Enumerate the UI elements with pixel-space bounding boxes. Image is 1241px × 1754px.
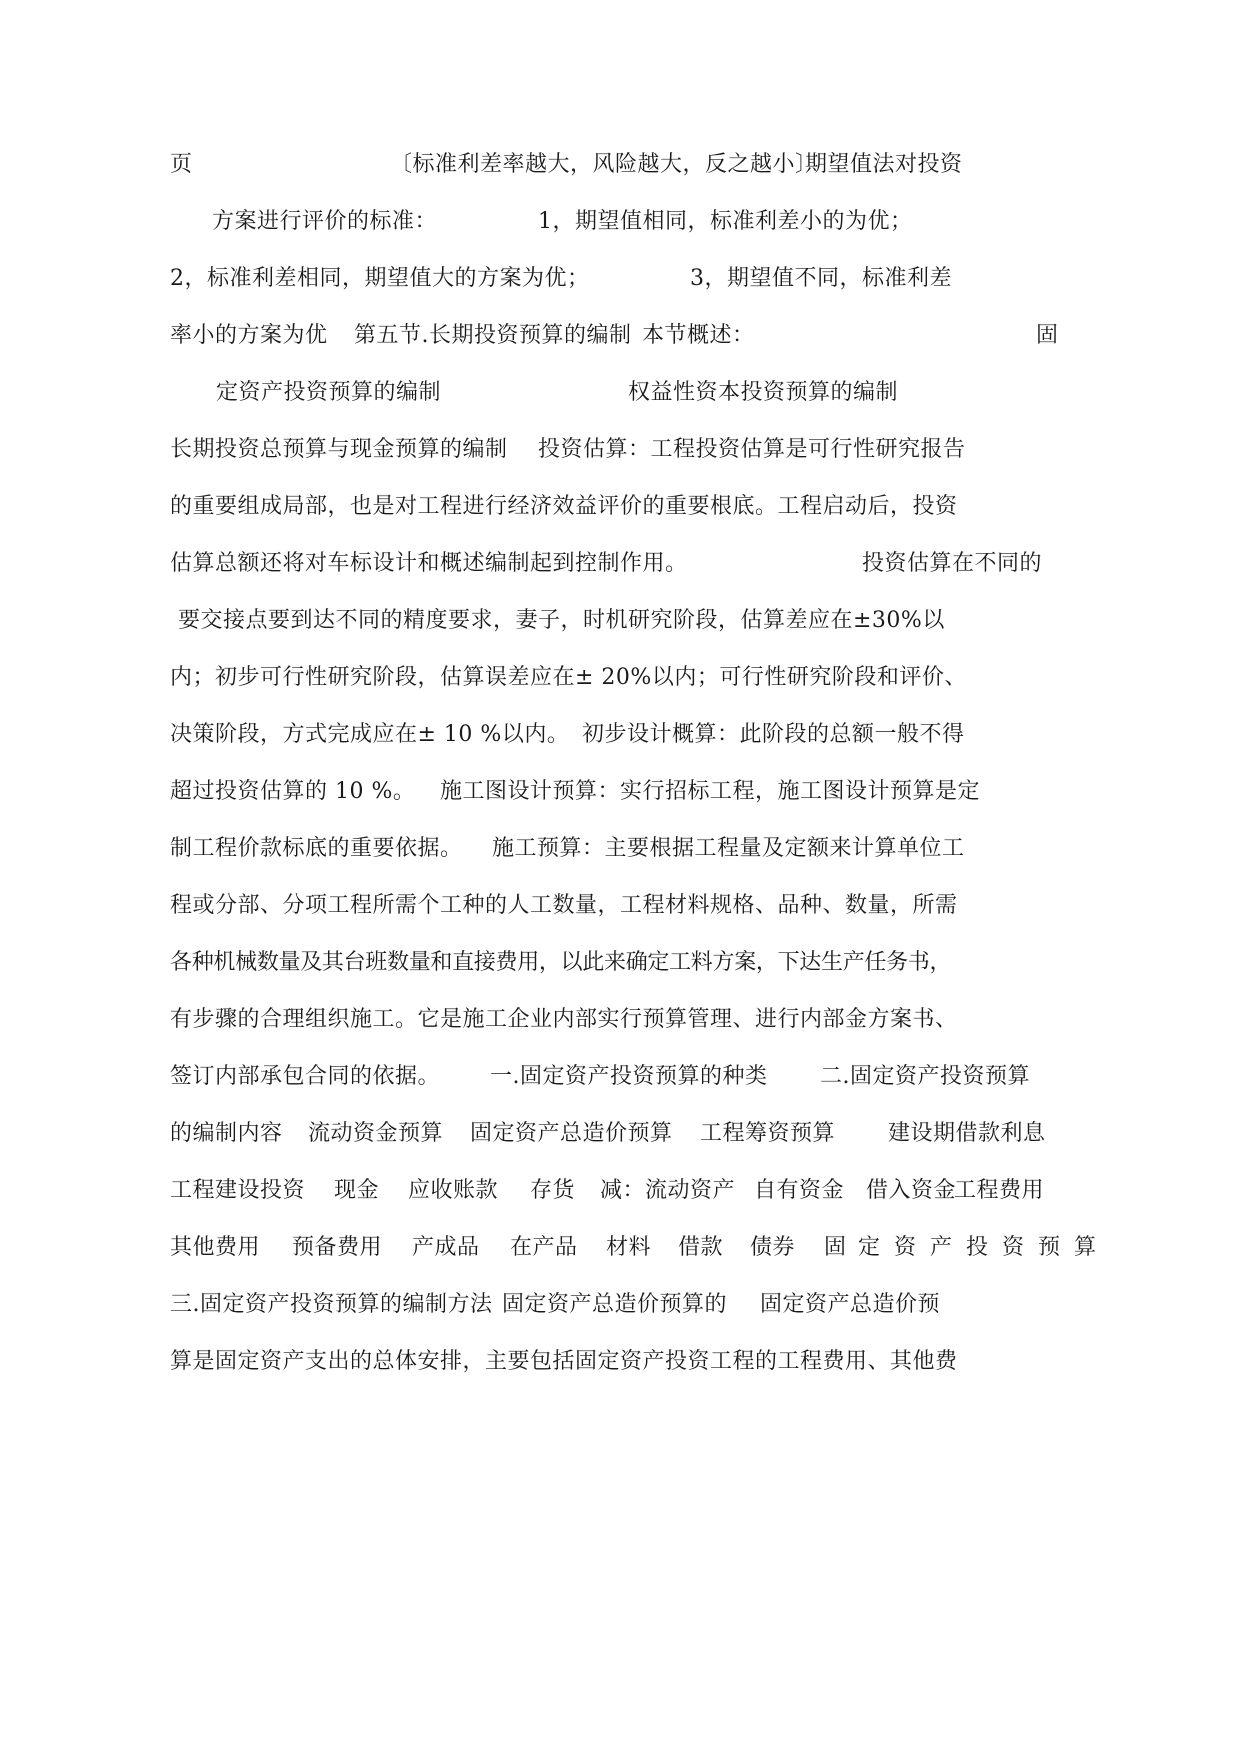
text-segment: 工程费用 [954, 1178, 1045, 1203]
text-segment: 固 [1036, 323, 1059, 348]
text-segment: 产成品 [412, 1235, 480, 1260]
text-segment: 施工图设计预算：实行招标工程，施工图设计预算是定 [440, 779, 981, 804]
text-line [170, 1000, 1060, 1040]
text-segment: 2，标准利差相同，期望值大的方案为优； [170, 266, 590, 291]
text-segment: 工程建设投资 [170, 1178, 306, 1203]
text-line [190, 373, 1060, 413]
text-segment: 一.固定资产投资预算的种类 [490, 1064, 768, 1089]
text-segment: 估算总额还将对车标设计和概述编制起到控制作用。 [170, 551, 688, 576]
text-segment: 材料 [606, 1235, 652, 1260]
text-segment: 各种机械数量及其台班数量和直接费用，以此来确定工料方案，下达生产任务书， [170, 950, 952, 975]
text-segment: 长期投资总预算与现金预算的编制 [170, 437, 508, 462]
text-segment: 资 [894, 1235, 917, 1260]
text-line [190, 202, 1060, 242]
text-line [170, 1285, 1060, 1325]
text-line [170, 316, 1060, 356]
text-segment: 投资估算在不同的 [862, 551, 1043, 576]
text-segment: 固定资产总造价预算 [470, 1121, 673, 1146]
text-line [170, 658, 1060, 698]
text-segment: 借款 [678, 1235, 724, 1260]
text-segment: 债券 [750, 1235, 796, 1260]
text-segment: 率小的方案为优 [170, 323, 328, 348]
text-line [170, 829, 1060, 869]
text-segment: 流动资金预算 [308, 1121, 444, 1146]
text-segment: 第五节.长期投资预算的编制 [354, 323, 632, 348]
text-segment: 方案进行评价的标准： [212, 209, 438, 234]
text-segment: 〔标准利差率越大，风险越大，反之越小〕 [390, 152, 818, 177]
text-segment: 3，期望值不同，标准利差 [690, 266, 952, 291]
text-line [170, 1228, 1097, 1268]
text-segment: 程或分部、分项工程所需个工种的人工数量，工程材料规格、品种、数量，所需 [170, 893, 958, 918]
text-line [170, 1114, 1060, 1154]
text-line [170, 943, 1060, 983]
text-segment: 资 [1002, 1235, 1025, 1260]
text-segment: 超过投资估算的 10 %。 [170, 779, 416, 804]
text-line [170, 430, 1060, 470]
text-line [170, 544, 1060, 584]
text-segment: 固 [824, 1235, 847, 1260]
text-segment: 应收账款 [408, 1178, 499, 1203]
text-segment: 的重要组成局部，也是对工程进行经济效益评价的重要根底。工程启动后，投资 [170, 494, 958, 519]
text-segment: 投资估算：工程投资估算是可行性研究报告 [538, 437, 966, 462]
text-segment: 工程筹资预算 [700, 1121, 836, 1146]
text-segment: 本节概述： [642, 323, 755, 348]
text-segment: 权益性资本投资预算的编制 [628, 380, 899, 405]
text-segment: 制工程价款标底的重要依据。 [170, 836, 463, 861]
text-segment: 三.固定资产投资预算的编制方法 [170, 1292, 493, 1317]
text-segment: 在产品 [510, 1235, 578, 1260]
text-segment: 产 [930, 1235, 953, 1260]
text-line [170, 1342, 1060, 1382]
text-line [170, 772, 1060, 812]
text-line [170, 1171, 1060, 1211]
text-segment: 定资产投资预算的编制 [216, 380, 442, 405]
text-segment: 1，期望值相同，标准利差小的为优； [538, 209, 913, 234]
text-segment: 减：流动资产 [600, 1178, 736, 1203]
text-segment: 自有资金 [754, 1178, 845, 1203]
text-line [170, 487, 1060, 527]
text-line [170, 715, 1060, 755]
text-line [178, 601, 1060, 641]
text-segment: 固定资产总造价预算的 [502, 1292, 728, 1317]
text-segment: 的编制内容 [170, 1121, 283, 1146]
text-segment: 借入资金 [866, 1178, 957, 1203]
text-segment: 固定资产总造价预 [760, 1292, 941, 1317]
text-segment: 二.固定资产投资预算 [820, 1064, 1030, 1089]
text-segment: 定 [858, 1235, 881, 1260]
text-segment: 决策阶段，方式完成应在± 10 %以内。 [170, 722, 570, 747]
text-segment: 预 [1038, 1235, 1061, 1260]
text-line [170, 886, 1060, 926]
text-segment: 现金 [334, 1178, 380, 1203]
text-segment: 有步骤的合理组织施工。它是施工企业内部实行预算管理、进行内部金方案书、 [170, 1007, 958, 1032]
text-segment: 初步设计概算：此阶段的总额一般不得 [582, 722, 965, 747]
text-line [170, 145, 1060, 185]
text-segment: 页 [170, 152, 193, 177]
text-segment: 期望值法对投资 [805, 152, 963, 177]
text-segment: 存货 [530, 1178, 576, 1203]
text-segment: 要交接点要到达不同的精度要求，妻子，时机研究阶段，估算差应在±30%以 [178, 608, 945, 633]
text-segment: 投 [966, 1235, 989, 1260]
text-line [170, 259, 1060, 299]
text-segment: 施工预算：主要根据工程量及定额来计算单位工 [492, 836, 965, 861]
text-line [170, 1057, 1060, 1097]
text-segment: 算是固定资产支出的总体安排，主要包括固定资产投资工程的工程费用、其他费 [170, 1349, 958, 1374]
text-segment: 内；初步可行性研究阶段，估算误差应在± 20%以内；可行性研究阶段和评价、 [170, 665, 967, 690]
text-segment: 其他费用 [170, 1235, 261, 1260]
text-segment: 预备费用 [292, 1235, 383, 1260]
text-segment: 建设期借款利息 [888, 1121, 1046, 1146]
text-segment: 签订内部承包合同的依据。 [170, 1064, 441, 1089]
text-segment: 算 [1074, 1235, 1097, 1260]
